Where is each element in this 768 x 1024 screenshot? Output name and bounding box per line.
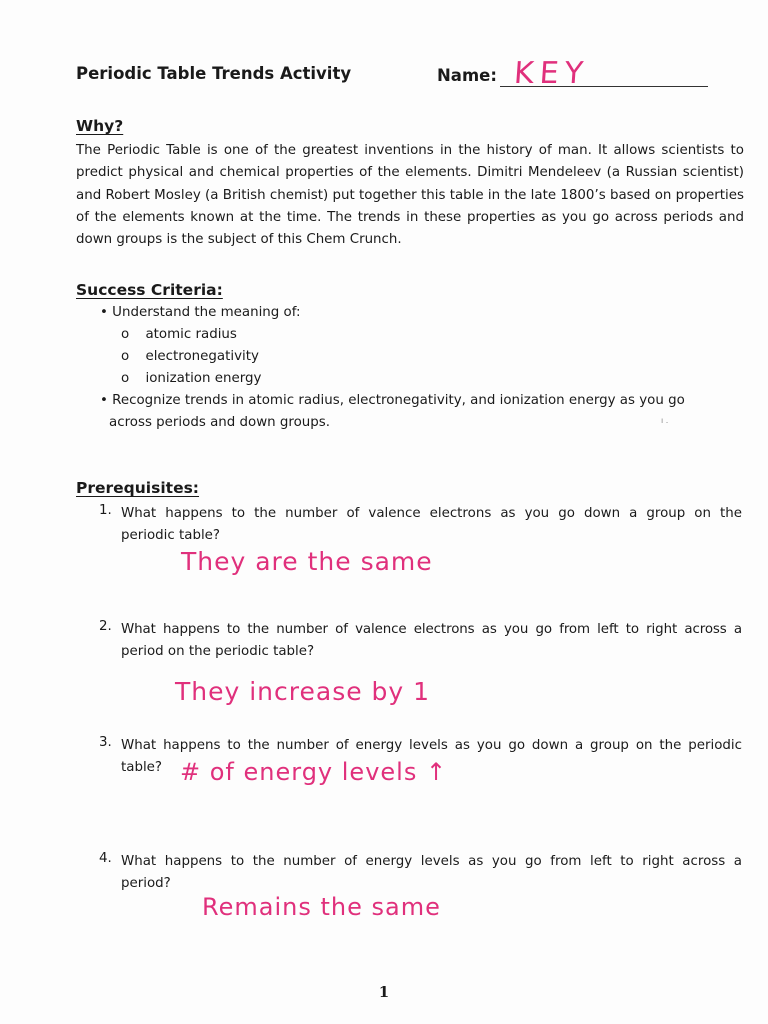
success-criteria-heading: Success Criteria:: [76, 281, 223, 299]
question-text-continuation: periodic table?: [121, 528, 221, 543]
question-text-continuation: period on the periodic table?: [121, 644, 315, 659]
criteria-bullet-2: [100, 390, 685, 412]
question-text: What happens to the number of energy levels as you go down a group on the periodic: [121, 738, 742, 753]
criteria-bullet-1-text: Understand the meaning of:: [112, 305, 301, 320]
sub-bullet-marker: o: [121, 349, 130, 364]
criteria-sub-item: [121, 368, 261, 390]
name-label: Name:: [437, 66, 497, 85]
why-paragraph: The Periodic Table is one of the greatest inventions in the history of man. It allows scientists to predict physical and chemical properties of the elements. Dimitri Mendeleev (a Russian scientist) and Robert Mosley (a British chemist) put together this table in the late 1800’s based on properties of the elements known at the time. The trends in these properties as you go across periods and down groups is the subject of this Chem Crunch.: [76, 143, 744, 248]
question-number: 1.: [99, 503, 112, 518]
bullet-dot: •: [100, 393, 108, 408]
criteria-sub-item: [121, 346, 259, 368]
question-text-continuation: period?: [121, 876, 171, 891]
bullet-dot: •: [100, 305, 108, 320]
page-number: 1: [378, 983, 390, 1001]
criteria-sub-item-text: atomic radius: [145, 327, 237, 342]
question-text: What happens to the number of energy levels as you go from left to right across a: [121, 854, 742, 869]
handwritten-answer: # of energy levels ↑: [180, 758, 448, 786]
question-text: What happens to the number of valence electrons as you go from left to right across a: [121, 622, 742, 637]
sub-bullet-marker: o: [121, 371, 130, 386]
sub-bullet-marker: o: [121, 327, 130, 342]
question-number: 4.: [99, 851, 112, 866]
page-title: Periodic Table Trends Activity: [76, 64, 352, 83]
prerequisites-heading: Prerequisites:: [76, 479, 200, 497]
criteria-sub-item-text: electronegativity: [145, 349, 259, 364]
handwritten-answer: They increase by 1: [175, 677, 431, 706]
criteria-sub-item: [121, 324, 237, 346]
question-text-continuation: table?: [121, 760, 163, 775]
scan-speck: ı .: [661, 416, 669, 425]
question-text: What happens to the number of valence electrons as you go down a group on the: [121, 506, 742, 521]
criteria-bullet-2-continuation: across periods and down groups.: [109, 415, 331, 430]
name-answer-handwritten: KEY: [512, 56, 591, 91]
question-number: 2.: [99, 619, 112, 634]
question-number: 3.: [99, 735, 112, 750]
criteria-sub-item-text: ionization energy: [145, 371, 262, 386]
handwritten-answer: Remains the same: [202, 893, 441, 921]
handwritten-answer: They are the same: [181, 547, 433, 576]
criteria-bullet-2-text: Recognize trends in atomic radius, electronegativity, and ionization energy as you go: [112, 393, 685, 408]
why-heading: Why?: [76, 117, 124, 135]
criteria-bullet-1: [100, 302, 301, 324]
